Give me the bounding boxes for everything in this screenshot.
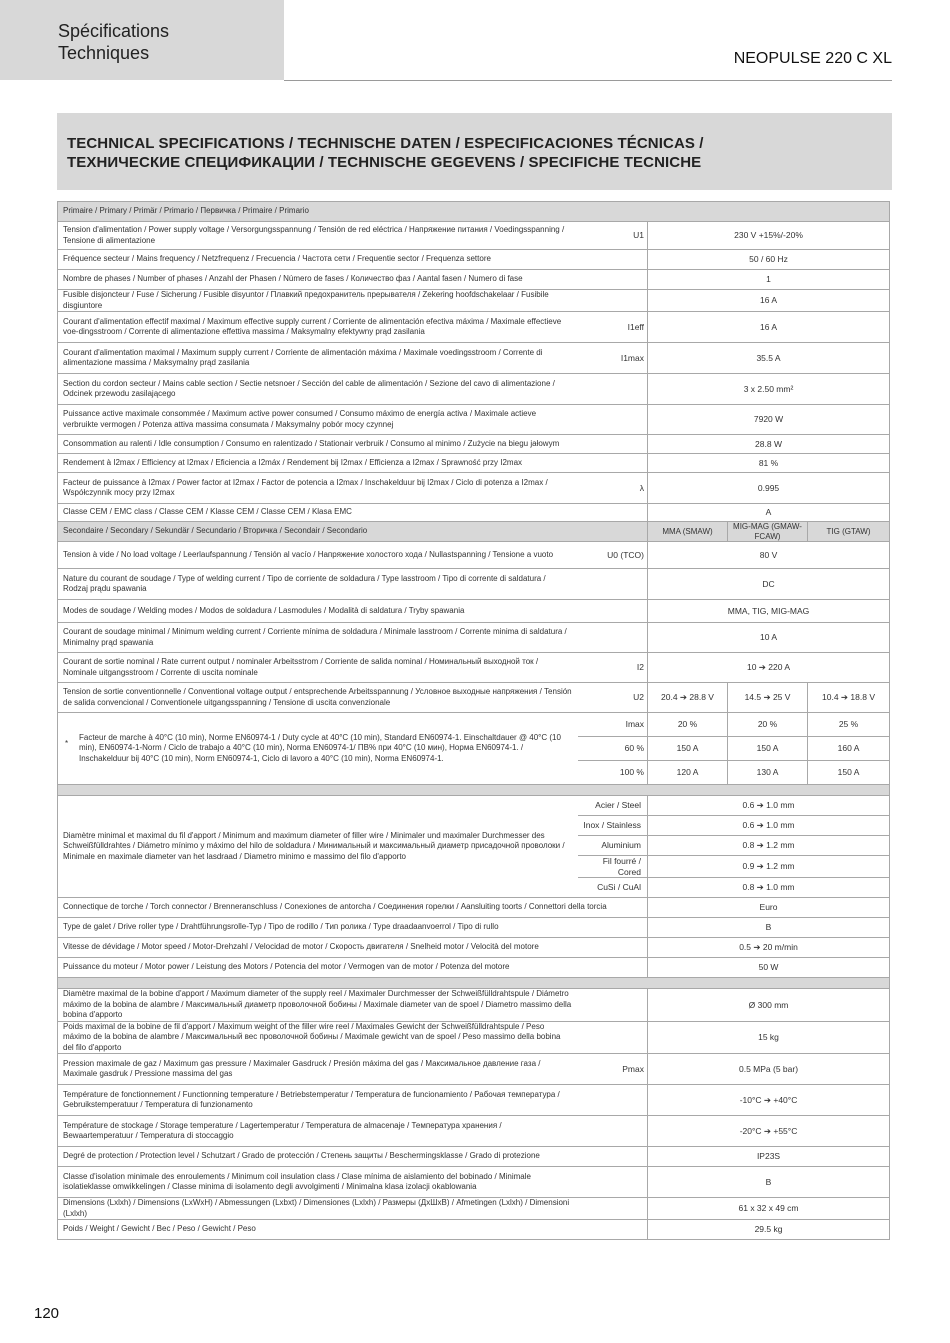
row-value: -20°C ➔ +55°C <box>648 1116 890 1147</box>
table-row <box>58 1054 890 1085</box>
duty-mma-value: 20 % <box>648 713 728 737</box>
duty-cycle-text: Facteur de marche à 40°C (10 min), Norme EN60974-1 / Duty cycle at 40°C (10 min), Standard EN60974-1. Einschaltdauer @ 40°C (10 min), EN60974-1-Norm / Ciclo de trabajo a 40°C (10 min), Norma EN60974-1/ ПВ% при 40°C (10 мин), Норма EN60974-1. / Inschakelduur bij 40°C (10 min), Norm EN60974-1, Ciclo di lavoro a 40°C (10 min), Norma EN60974-1. <box>79 732 561 763</box>
u2-mma-value: 20.4 ➔ 28.8 V <box>648 683 728 713</box>
primary-heading: Primaire / Primary / Primär / Primario / Первичка / Primaire / Primario <box>58 202 890 222</box>
row-label: Nature du courant de soudage / Type of welding current / Tipo de corriente de soldadura / Type lasstroom / Tipo di corrente di saldatura / Rodzaj prądu spawania <box>58 569 578 600</box>
row-label: Pression maximale de gaz / Maximum gas pressure / Maximaler Gasdruck / Presión máxima del gas / Максимальное давление газа / Maximale gasdruk / Pressione massima del gas <box>58 1054 578 1085</box>
header-divider <box>284 80 892 81</box>
table-row <box>58 504 890 522</box>
row-value: 81 % <box>648 454 890 473</box>
table-row <box>58 1085 890 1116</box>
row-symbol: Pmax <box>578 1054 648 1085</box>
row-label: Vitesse de dévidage / Motor speed / Motor-Drehzahl / Velocidad de motor / Скорость двигателя / Snelheid motor / Velocità del motore <box>58 938 648 958</box>
table-row <box>58 898 890 918</box>
table-row <box>58 222 890 250</box>
banner-title <box>67 134 704 172</box>
row-symbol: U0 (TCO) <box>578 542 648 569</box>
table-row <box>58 1198 890 1220</box>
row-symbol <box>578 250 648 270</box>
table-row-u2 <box>58 683 890 713</box>
table-row <box>58 290 890 312</box>
row-value: 0.5 ➔ 20 m/min <box>648 938 890 958</box>
row-label: Tension de sortie conventionnelle / Conventional voltage output / entsprechende Arbeitsspannung / Условное выходные напряжения / Tensión de salida convencional / Conventionele uitgangsspanning / Tensione di uscita convenzionale <box>58 683 578 713</box>
row-value: 230 V +15%/-20% <box>648 222 890 250</box>
duty-mma-value: 120 A <box>648 761 728 785</box>
section-title-line-1: Spécifications <box>58 21 170 41</box>
table-row <box>58 1116 890 1147</box>
row-value: 7920 W <box>648 405 890 435</box>
column-header-tig: TIG (GTAW) <box>808 522 890 542</box>
table-row <box>58 989 890 1022</box>
table-row <box>58 473 890 504</box>
row-label: Poids / Weight / Gewicht / Bec / Peso / Gewicht / Peso <box>58 1220 578 1240</box>
row-symbol <box>578 1198 648 1220</box>
row-label: Consommation au ralenti / Idle consumption / Consumo en ralentizado / Stationair verbruik / Consumo al minimo / Zużycie na biegu jałowym <box>58 435 578 454</box>
row-label: Courant d'alimentation maximal / Maximum supply current / Corriente de alimentación máxima / Maximale voedingsstroom / Corrente di alimentazione massima / Maksymalny prąd zasilania <box>58 343 578 374</box>
table-row <box>58 312 890 343</box>
primary-heading-row <box>58 202 890 222</box>
duty-cycle-note-layout <box>65 733 573 765</box>
wire-diameter-value: 0.6 ➔ 1.0 mm <box>648 796 890 816</box>
table-row <box>58 454 890 473</box>
row-label: Puissance active maximale consommée / Maximum active power consumed / Consumo máximo de energía activa / Maximale actieve verbruikte vermogen / Potenza attiva massima consumata / Maksymalny pobór mocy czynnej <box>58 405 578 435</box>
row-value: 50 / 60 Hz <box>648 250 890 270</box>
u2-tig-value: 10.4 ➔ 18.8 V <box>808 683 890 713</box>
row-value: 16 A <box>648 312 890 343</box>
row-symbol <box>578 405 648 435</box>
row-value: 16 A <box>648 290 890 312</box>
duty-cycle-note <box>58 713 578 785</box>
row-label: Classe d'isolation minimale des enroulements / Minimum coil insulation class / Clase mínima de aislamiento del bobinado / Minimale isolatieklasse omwikkelingen / Classe minima di isolamento degli avvolgimenti / Minimalna klasa izolacji okablowania <box>58 1167 578 1198</box>
row-symbol <box>578 374 648 405</box>
table-row <box>58 653 890 683</box>
row-label: Fréquence secteur / Mains frequency / Netzfrequenz / Frecuencia / Частота сети / Frequentie sector / Frequenza settore <box>58 250 578 270</box>
table-row <box>58 374 890 405</box>
table-row <box>58 435 890 454</box>
spec-table <box>57 201 890 1240</box>
secondary-heading: Secondaire / Secondary / Sekundär / Secundario / Вторичка / Secondair / Secondario <box>58 522 648 542</box>
row-label: Facteur de puissance à I2max / Power factor at I2max / Factor de potencia a I2max / Inschakelduur bij I2max / Ciclo di potenza a I2max / Współczynnik mocy przy I2max <box>58 473 578 504</box>
duty-row-label: Imax <box>578 713 648 737</box>
row-symbol <box>578 435 648 454</box>
row-symbol <box>578 600 648 623</box>
section-title-line-2: Techniques <box>58 43 150 63</box>
row-label: Température de fonctionnement / Functionning temperature / Betriebstemperatur / Temperatura de funcionamiento / Рабочая температура / Gebruikstemperatuur / Temperatura di funzionamento <box>58 1085 578 1116</box>
row-label: Fusible disjoncteur / Fuse / Sicherung / Fusible disyuntor / Плавкий предохранитель прерывателя / Zekering hoofdschakelaar / Fusibile disgiuntore <box>58 290 578 312</box>
row-label: Tension d'alimentation / Power supply voltage / Versorgungsspannung / Tensión de red eléctrica / Напряжение питания / Voedingsspanning / Tensione di alimentazione <box>58 222 578 250</box>
wire-material: Aluminium <box>578 836 648 856</box>
table-row <box>58 542 890 569</box>
row-symbol <box>578 1085 648 1116</box>
row-symbol <box>578 989 648 1022</box>
row-value: 1 <box>648 270 890 290</box>
row-value: 10 A <box>648 623 890 653</box>
duty-cycle-row <box>58 713 890 737</box>
table-row <box>58 958 890 978</box>
duty-mig-value: 130 A <box>728 761 808 785</box>
model-name: NEOPULSE 220 C XL <box>733 50 892 67</box>
table-row <box>58 918 890 938</box>
duty-row-label: 60 % <box>578 737 648 761</box>
section-separator <box>58 978 890 989</box>
table-row <box>58 569 890 600</box>
specs-banner <box>57 113 892 190</box>
wire-material: CuSi / CuAl <box>578 878 648 898</box>
wire-diameter-row <box>58 796 890 816</box>
duty-mig-value: 20 % <box>728 713 808 737</box>
table-row <box>58 270 890 290</box>
row-symbol <box>578 569 648 600</box>
row-symbol <box>578 504 648 522</box>
banner-title-line-2: ТЕХНИЧЕСКИЕ СПЕЦИФИКАЦИИ / TECHNISCHE GEGEVENS / SPECIFICHE TECNICHE <box>67 154 702 171</box>
row-symbol <box>578 1021 648 1054</box>
row-label: Modes de soudage / Welding modes / Modos de soldadura / Lasmodules / Modalità di saldatura / Tryby spawania <box>58 600 578 623</box>
row-value: 3 x 2.50 mm² <box>648 374 890 405</box>
row-symbol <box>578 1147 648 1167</box>
section-separator <box>58 785 890 796</box>
duty-mma-value: 150 A <box>648 737 728 761</box>
row-symbol <box>578 623 648 653</box>
wire-diameter-value: 0.6 ➔ 1.0 mm <box>648 816 890 836</box>
row-value: 15 kg <box>648 1021 890 1054</box>
row-value: Ø 300 mm <box>648 989 890 1022</box>
row-value: 29.5 kg <box>648 1220 890 1240</box>
duty-tig-value: 150 A <box>808 761 890 785</box>
wire-diameter-value: 0.8 ➔ 1.2 mm <box>648 836 890 856</box>
row-label: Température de stockage / Storage temperature / Lagertemperatur / Temperatura de almacenaje / Температура хранения / Bewaartemperatuur / Temperatura di stoccaggio <box>58 1116 578 1147</box>
row-value: MMA, TIG, MIG-MAG <box>648 600 890 623</box>
u2-mig-value: 14.5 ➔ 25 V <box>728 683 808 713</box>
row-label: Type de galet / Drive roller type / Drahtführungsrolle-Typ / Tipo de rodillo / Тип ролика / Type draadaanvoerrol / Tipo di rullo <box>58 918 648 938</box>
row-value: 61 x 32 x 49 cm <box>648 1198 890 1220</box>
table-row <box>58 938 890 958</box>
row-symbol <box>578 290 648 312</box>
row-symbol: λ <box>578 473 648 504</box>
wire-diameter-value: 0.9 ➔ 1.2 mm <box>648 856 890 878</box>
row-label: Connectique de torche / Torch connector / Brenneranschluss / Conexiones de antorcha / Соединения горелки / Aansluiting toorts / Connettori della torcia <box>58 898 648 918</box>
row-symbol <box>578 270 648 290</box>
duty-cycle-star: * <box>65 738 69 748</box>
row-value: 80 V <box>648 542 890 569</box>
row-label: Tension à vide / No load voltage / Leerlaufspannung / Tensión al vacío / Напряжение холостого хода / Nullastspanning / Tensione a vuoto <box>58 542 578 569</box>
table-row <box>58 1147 890 1167</box>
table-row <box>58 250 890 270</box>
column-header-mig-mag: MIG-MAG (GMAW-FCAW) <box>728 522 808 542</box>
table-row <box>58 1167 890 1198</box>
row-label: Poids maximal de la bobine de fil d'apport / Maximum weight of the filler wire reel / Maximales Gewicht der Schweißfülldrahtspule / Peso máximo de la bobina de alambre / Максимальный вес проволочной бобины / Maximale gewicht van de spoel / Peso massimo della bobina del filo d'apporto <box>58 1021 578 1054</box>
wire-material: Acier / Steel <box>578 796 648 816</box>
row-value: 10 ➔ 220 A <box>648 653 890 683</box>
row-symbol: I1eff <box>578 312 648 343</box>
duty-tig-value: 160 A <box>808 737 890 761</box>
row-label: Courant d'alimentation effectif maximal / Maximum effective supply current / Corriente de alimentación efectiva máxima / Maximale effectieve voe-dingsstroom / Corrente di alimentazione effettiva massima / Maksymalny efektywny prąd zasilania <box>58 312 578 343</box>
table-row <box>58 1021 890 1054</box>
secondary-heading-row <box>58 522 890 542</box>
row-value: -10°C ➔ +40°C <box>648 1085 890 1116</box>
row-label: Degré de protection / Protection level / Schutzart / Grado de protección / Степень защиты / Beschermingsklasse / Grado di protezione <box>58 1147 578 1167</box>
row-value: B <box>648 1167 890 1198</box>
row-value: B <box>648 918 890 938</box>
row-label: Classe CEM / EMC class / Classe CEM / Klasse CEM / Classe CEM / Klasa EMC <box>58 504 578 522</box>
table-row <box>58 343 890 374</box>
banner-title-line-1: TECHNICAL SPECIFICATIONS / TECHNISCHE DATEN / ESPECIFICACIONES TÉCNICAS / <box>67 135 704 152</box>
row-symbol <box>578 1167 648 1198</box>
wire-diameter-value: 0.8 ➔ 1.0 mm <box>648 878 890 898</box>
row-label: Section du cordon secteur / Mains cable section / Sectie netsnoer / Sección del cable de alimentación / Sezione del cavo di alimentazione / Odcinek przewodu zasilającego <box>58 374 578 405</box>
row-value: 0.5 MPa (5 bar) <box>648 1054 890 1085</box>
table-row <box>58 623 890 653</box>
duty-tig-value: 25 % <box>808 713 890 737</box>
row-label: Dimensions (Lxlxh) / Dimensions (LxWxH) / Abmessungen (Lxbxt) / Dimensiones (Lxlxh) / Размеры (ДxШxВ) / Afmetingen (Lxlxh) / Dimensioni (Lxlxh) <box>58 1198 578 1220</box>
row-value: IP23S <box>648 1147 890 1167</box>
row-label: Courant de soudage minimal / Minimum welding current / Corriente mínima de soldadura / Minimale lasstroom / Corrente minima di saldatura / Minimalny prąd spawania <box>58 623 578 653</box>
table-row <box>58 600 890 623</box>
duty-row-label: 100 % <box>578 761 648 785</box>
wire-material: Fil fourré / Cored <box>578 856 648 878</box>
row-symbol <box>578 454 648 473</box>
row-value: 28.8 W <box>648 435 890 454</box>
row-label: Diamètre maximal de la bobine d'apport / Maximum diameter of the supply reel / Maximaler Durchmesser der Schweißfülldrahtspule / Diámetro máximo de la bobina de alambre / Максимальный диаметр проволочной бобины / Maximale diameter van de spoel / Diametro massimo della bobina d'apporto <box>58 989 578 1022</box>
row-label: Puissance du moteur / Motor power / Leistung des Motors / Potencia del motor / Vermogen van de motor / Potenza del motore <box>58 958 648 978</box>
duty-mig-value: 150 A <box>728 737 808 761</box>
row-symbol <box>578 1116 648 1147</box>
row-symbol <box>578 1220 648 1240</box>
wire-material: Inox / Stainless <box>578 816 648 836</box>
row-value: Euro <box>648 898 890 918</box>
page-section-title <box>58 20 169 64</box>
row-value: A <box>648 504 890 522</box>
table-row <box>58 1220 890 1240</box>
row-symbol: I2 <box>578 653 648 683</box>
row-label: Rendement à I2max / Efficiency at I2max / Eficiencia a I2máx / Rendement bij I2max / Efficienza a I2max / Sprawność przy I2max <box>58 454 578 473</box>
table-row <box>58 405 890 435</box>
column-header-mma: MMA (SMAW) <box>648 522 728 542</box>
page-number: 120 <box>34 1305 60 1322</box>
row-symbol: U1 <box>578 222 648 250</box>
row-value: 35.5 A <box>648 343 890 374</box>
row-symbol: U2 <box>578 683 648 713</box>
row-label: Courant de sortie nominal / Rate current output / nominaler Arbeitsstrom / Corriente de salida nominal / Номинальный выходной ток / Nominale uitgangsstroom / Corrente di uscita nominale <box>58 653 578 683</box>
row-symbol: I1max <box>578 343 648 374</box>
wire-diameter-label: Diamètre minimal et maximal du fil d'apport / Minimum and maximum diameter of filler wire / Minimaler und maximaler Durchmesser des Schweißfülldrahtes / Diámetro mínimo y máximo del hilo de soldadura / Минимальный и максимальный диаметр присадочной проволоки / Minimale en maximale diameter van het lasdraad / Diametro minimo e massimo del filo d'apporto <box>58 796 578 898</box>
row-value: 50 W <box>648 958 890 978</box>
row-value: 0.995 <box>648 473 890 504</box>
row-value: DC <box>648 569 890 600</box>
row-label: Nombre de phases / Number of phases / Anzahl der Phasen / Número de fases / Количество фаз / Aantal fasen / Numero di fase <box>58 270 578 290</box>
